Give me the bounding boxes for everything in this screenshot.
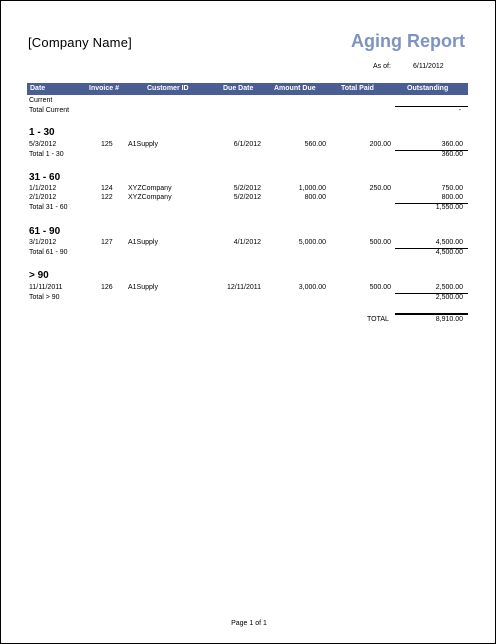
current-total-row (1, 107, 496, 117)
current-total-label: Total Current (29, 107, 70, 114)
table-header (27, 83, 468, 95)
cell-outstanding: 4,500.00 (435, 239, 463, 246)
grand-total-value: 8,910.00 (435, 316, 463, 323)
cell-date: 1/1/2012 (29, 185, 57, 192)
grand-total-label: TOTAL (367, 316, 389, 323)
cell-amount-due: 1,000.00 (298, 185, 326, 192)
col-outstanding: Outstanding (407, 85, 449, 92)
section-total-value: 1,550.00 (435, 204, 463, 211)
col-date: Date (30, 85, 46, 92)
col-due-date: Due Date (223, 85, 254, 92)
cell-due-date: 5/2/2012 (233, 185, 261, 192)
cell-outstanding: 2,500.00 (435, 284, 463, 291)
cell-date: 11/11/2011 (29, 284, 63, 291)
page-footer: Page 1 of 1 (231, 620, 267, 627)
section-total-label: Total 31 - 60 (29, 204, 68, 211)
current-total-value: - (458, 107, 461, 114)
section-title: 31 - 60 (29, 172, 61, 183)
section-total-row (1, 249, 496, 259)
section-total-value: 360.00 (441, 151, 463, 158)
as-of-date: 6/11/2012 (413, 63, 444, 70)
section-total-label: Total 61 - 90 (29, 249, 68, 256)
section-title: > 90 (29, 270, 49, 281)
cell-invoice: 127 (101, 239, 113, 246)
section-total-label: Total > 90 (29, 294, 60, 301)
cell-customer: XYZCompany (128, 194, 172, 201)
cell-customer: A1Supply (128, 284, 158, 291)
cell-due-date: 12/11/2011 (227, 284, 261, 291)
cell-due-date: 5/2/2012 (233, 194, 261, 201)
section-total-label: Total 1 - 30 (29, 151, 64, 158)
cell-invoice: 122 (101, 194, 113, 201)
cell-due-date: 6/1/2012 (233, 141, 261, 148)
cell-date: 2/1/2012 (29, 194, 57, 201)
cell-total-paid: 250.00 (369, 185, 391, 192)
cell-date: 3/1/2012 (29, 239, 57, 246)
cell-total-paid: 500.00 (369, 284, 391, 291)
cell-total-paid: 200.00 (369, 141, 391, 148)
report-title: Aging Report (351, 31, 465, 51)
col-amount-due: Amount Due (274, 85, 316, 92)
cell-amount-due: 5,000.00 (298, 239, 326, 246)
cell-invoice: 125 (101, 141, 113, 148)
col-invoice: Invoice # (89, 85, 119, 92)
cell-customer: A1Supply (128, 141, 158, 148)
section-total-value: 4,500.00 (435, 249, 463, 256)
cell-outstanding: 360.00 (441, 141, 463, 148)
section-title: 1 - 30 (29, 127, 55, 138)
cell-date: 5/3/2012 (29, 141, 57, 148)
grand-total-row (1, 316, 496, 326)
section-total-row (1, 294, 496, 304)
cell-outstanding: 750.00 (441, 185, 463, 192)
section-total-row (1, 204, 496, 214)
cell-amount-due: 560.00 (304, 141, 326, 148)
cell-customer: A1Supply (128, 239, 158, 246)
as-of-label: As of: (373, 63, 391, 70)
cell-invoice: 126 (101, 284, 113, 291)
col-total-paid: Total Paid (341, 85, 374, 92)
cell-amount-due: 800.00 (304, 194, 326, 201)
cell-total-paid: 500.00 (369, 239, 391, 246)
company-name: [Company Name] (28, 35, 132, 50)
cell-invoice: 124 (101, 185, 113, 192)
section-total-value: 2,500.00 (435, 294, 463, 301)
grand-total-rule (395, 313, 468, 315)
cell-outstanding: 800.00 (441, 194, 463, 201)
cell-due-date: 4/1/2012 (233, 239, 261, 246)
section-title: 61 - 90 (29, 226, 61, 237)
cell-customer: XYZCompany (128, 185, 172, 192)
section-total-row (1, 151, 496, 161)
cell-amount-due: 3,000.00 (298, 284, 326, 291)
current-label: Current (29, 97, 53, 104)
col-customer-id: Customer ID (147, 85, 189, 92)
